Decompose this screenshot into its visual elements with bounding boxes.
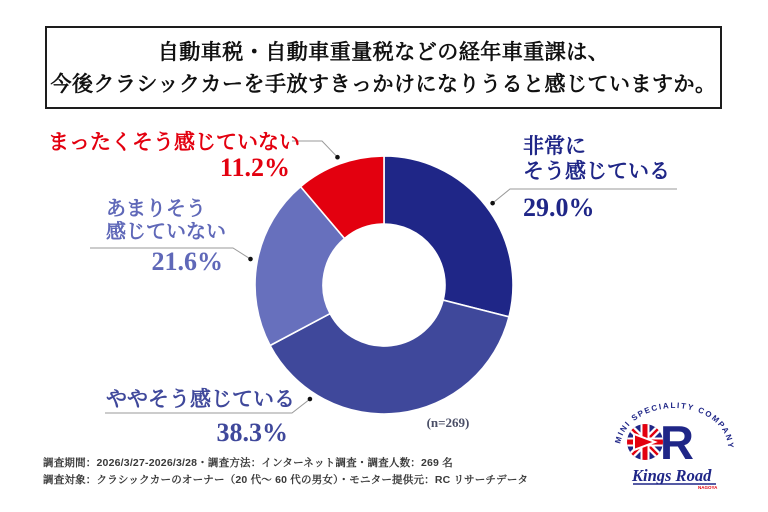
segment-percent-strongly-agree: 29.0% xyxy=(523,193,595,222)
leader-dot-3 xyxy=(335,155,340,160)
segment-label-strongly-agree: 非常に そう感じている xyxy=(523,135,670,183)
union-jack-roundel-icon xyxy=(627,424,663,460)
survey-footnote-line2: 調査対象：クラシックカーのオーナー（20 代～ 60 代の男女）・モニター提供元：RC リサーチデータ xyxy=(43,474,529,486)
survey-footnote-line1: 調査期間：2026/3/27-2026/3/28・調査方法：インターネット調査・調査人数：269 名 xyxy=(43,457,453,469)
segment-label-somewhat-agree: ややそう感じている xyxy=(106,388,295,411)
logo-letter-r: R xyxy=(660,416,694,469)
logo-sub-text: NAGOYA xyxy=(698,485,718,490)
segment-label-not-really: あまりそう 感じていない xyxy=(106,198,226,243)
leader-dot-2 xyxy=(248,257,253,262)
sample-size-label: (n=269) xyxy=(426,415,470,430)
donut-segment-0 xyxy=(384,156,513,317)
segment-percent-not-really: 21.6% xyxy=(151,247,223,276)
segment-percent-not-at-all: 11.2% xyxy=(219,153,290,182)
logo-arc-text: MINI SPECIALITY COMPANY xyxy=(613,401,736,450)
kings-road-logo xyxy=(612,392,736,496)
segment-percent-somewhat-agree: 38.3% xyxy=(216,418,288,447)
leader-dot-0 xyxy=(490,201,495,206)
segment-label-not-at-all: まったくそう感じていない xyxy=(48,131,300,154)
survey-question-line1: 自動車税・自動車重量税などの経年車重課は、 xyxy=(157,39,610,64)
leader-dot-1 xyxy=(308,397,313,402)
survey-question-line2: 今後クラシックカーを手放すきっかけになりうると感じていますか。 xyxy=(50,71,717,96)
logo-brand-text: Kings Road xyxy=(632,466,712,485)
